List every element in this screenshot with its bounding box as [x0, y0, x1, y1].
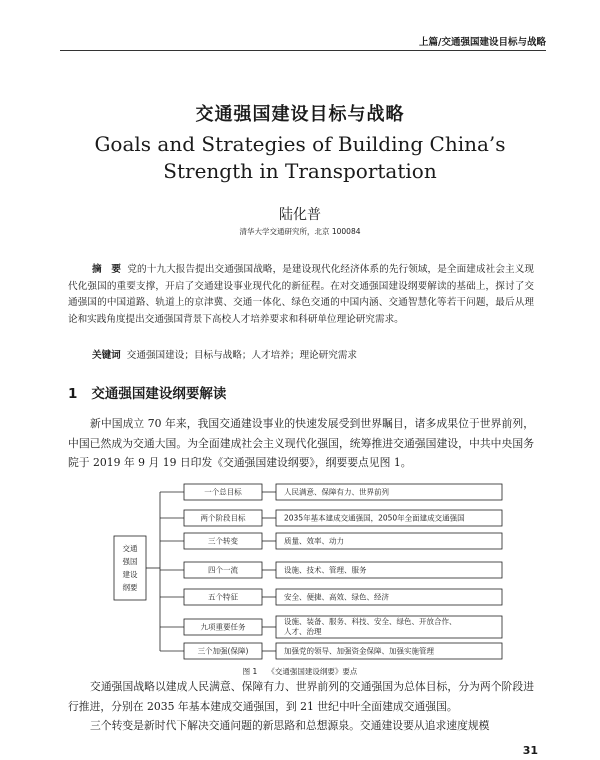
diagram-root-label: 交通 — [122, 544, 138, 553]
figure-caption-text: 《交通强国建设纲要》要点 — [267, 667, 358, 676]
diagram-root-label: 强国 — [122, 557, 138, 566]
body-paragraph-1: 新中国成立 70 年来，我国交通建设事业的快速发展受到世界瞩目，诸多成果位于世界前列，中国已然成为交通大国。为全面建成社会主义现代化强国，统筹推进交通强国建设，中共中央国务院于 2019 年 9 月 19 日印发《交通强国建设纲要》，纲要要点见图 1。 — [68, 417, 534, 469]
body-paragraph-2: 交通强国战略以建成人民满意、保障有力、世界前列的交通强国为总体目标，分为两个阶段进行推进，分别在 2035 年基本建成交通强国，到 21 世纪中叶全面建成交通强国。 — [68, 680, 534, 713]
title-english-line-1: Goals and Strategies of Building China’s — [94, 132, 506, 156]
diagram-detail-label: 加强党的领导、加强资金保障、加强实施管理 — [284, 646, 434, 656]
title-english-line-2: Strength in Transportation — [163, 159, 437, 183]
diagram-category-label: 五个特征 — [208, 592, 238, 602]
diagram-detail-label: 人才、治理 — [284, 627, 322, 636]
title-chinese: 交通强国建设目标与战略 — [195, 104, 405, 125]
diagram-category-label: 三个加强(保障) — [197, 646, 249, 656]
running-head: 上篇/交通强国建设目标与战略 — [419, 37, 546, 48]
figure-number: 图 1 — [242, 667, 258, 676]
author: 陆化普 — [279, 207, 321, 223]
diagram-category-label: 四个一流 — [208, 565, 238, 575]
diagram-root-label: 纲要 — [122, 583, 138, 592]
affiliation: 清华大学交通研究所，北京 100084 — [239, 227, 361, 236]
figure-caption — [0, 666, 600, 677]
diagram-detail-label: 2035年基本建成交通强国，2050年全面建成交通强国 — [284, 513, 465, 523]
diagram-boxes — [114, 484, 502, 659]
keywords-label: 关键词 — [92, 350, 121, 361]
section-title: 交通强国建设纲要解读 — [91, 386, 227, 402]
diagram-detail-label: 安全、便捷、高效、绿色、经济 — [284, 592, 389, 602]
section-number: 1 — [68, 386, 78, 402]
diagram-category-label: 一个总目标 — [204, 487, 242, 497]
diagram-detail-label: 设施、装备、服务、科技、安全、绿色、开放合作、 — [284, 617, 457, 626]
diagram-category-label: 三个转变 — [208, 536, 238, 546]
keywords-text: 交通强国建设；目标与战略；人才培养；理论研究需求 — [126, 350, 358, 361]
diagram-root-label: 建设 — [122, 570, 138, 579]
abstract-text: 党的十九大报告提出交通强国战略，是建设现代化经济体系的先行领域，是全面建成社会主义现代化强国的重要支撑，开启了交通建设事业现代化的新征程。在对交通强国建设纲要解读的基础上，探讨了交通强国的中国道路、轨道上的京津冀、交通一体化、绿色交通的中国内涵、交通智慧化等若干问题，最后从理论和实践角度提出交通强国背景下高校人才培养要求和科研单位理论研究需求。 — [68, 264, 534, 325]
diagram-detail-label: 质量、效率、动力 — [284, 536, 344, 546]
diagram-detail-label: 人民满意、保障有力、世界前列 — [284, 487, 389, 497]
diagram-category-label: 九项重要任务 — [200, 622, 246, 632]
abstract-label: 摘 要 — [92, 264, 122, 275]
page-number: 31 — [522, 744, 538, 757]
diagram-category-label: 两个阶段目标 — [200, 513, 246, 523]
diagram-detail-label: 设施、技术、管理、服务 — [284, 565, 367, 575]
body-paragraph-3: 三个转变是新时代下解决交通问题的新思路和总想源泉。交通建设要从追求速度规模 — [90, 719, 490, 732]
